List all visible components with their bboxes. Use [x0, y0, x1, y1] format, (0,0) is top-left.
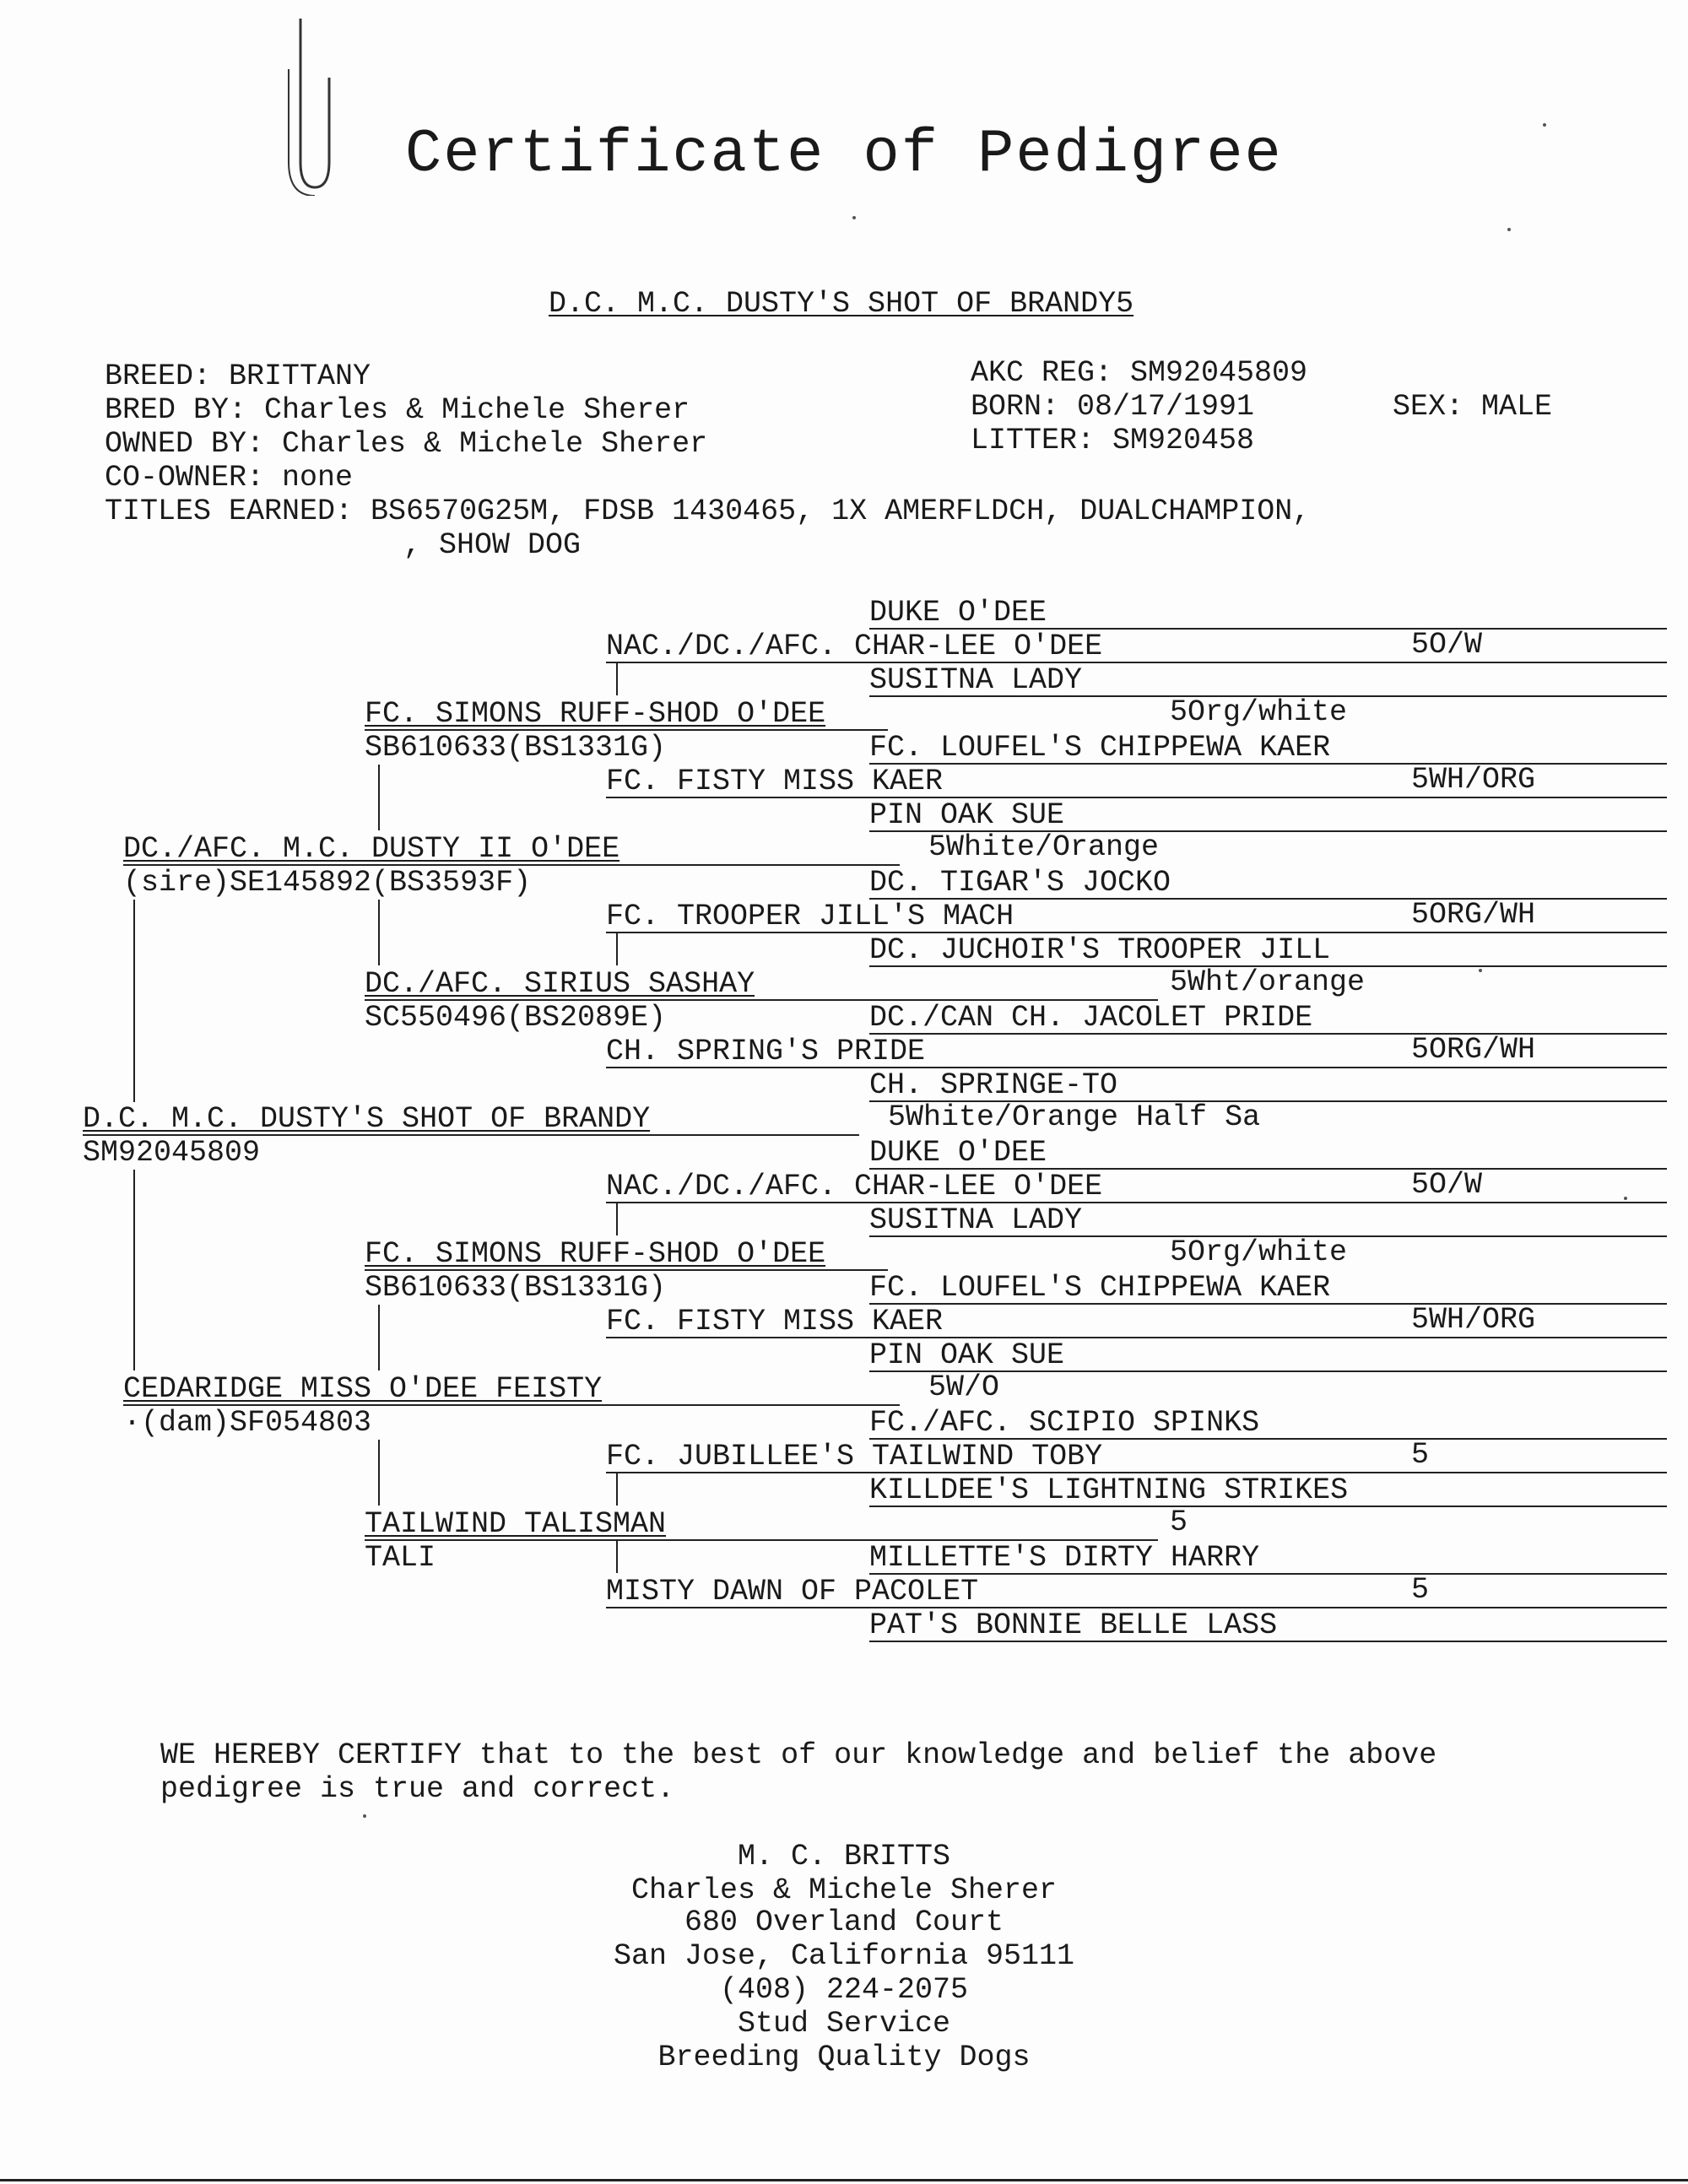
gen3-color: 5O/W — [1411, 1168, 1483, 1202]
gen3-name: CH. SPRING'S PRIDE — [606, 1035, 926, 1068]
gen4-name: FC. LOUFEL'S CHIPPEWA KAER — [869, 731, 1331, 765]
gen3-color: 5 — [1411, 1438, 1430, 1472]
sire-reg: (sire)SE145892(BS3593F) — [123, 866, 532, 900]
gen3-rule — [606, 662, 1667, 663]
gen4-rule — [869, 1506, 1667, 1507]
gen4-name: CH. SPRINGE-TO — [869, 1068, 1118, 1102]
gen3-name: FC. TROOPER JILL'S MACH — [606, 900, 1014, 933]
dam-sire-name: FC. SIMONS RUFF-SHOD O'DEE — [365, 1237, 826, 1271]
gen3-rule — [606, 797, 1667, 798]
gen4-name: SUSITNA LADY — [869, 663, 1083, 697]
gen3-name: NAC./DC./AFC. CHAR-LEE O'DEE — [606, 630, 1103, 663]
subject-reg: SM92045809 — [83, 1136, 261, 1170]
subject-color: 5White/Orange Half Sa — [888, 1100, 1261, 1134]
paper-clip-icon — [277, 19, 336, 196]
gen3-name: NAC./DC./AFC. CHAR-LEE O'DEE — [606, 1170, 1103, 1203]
sire-dam-name: DC./AFC. SIRIUS SASHAY — [365, 967, 755, 1001]
service-line: Stud Service — [737, 2007, 951, 2041]
gen3-rule — [606, 932, 1667, 933]
born-date: BORN: 08/17/1991 — [971, 390, 1255, 424]
tree-connector — [378, 1305, 380, 1370]
gen4-name: FC./AFC. SCIPIO SPINKS — [869, 1406, 1260, 1440]
dam-dam-name: TAILWIND TALISMAN — [365, 1507, 667, 1541]
gen3-rule — [606, 1607, 1667, 1608]
dam-dam-color: 5 — [1170, 1506, 1188, 1539]
dam-sire-color: 5Org/white — [1170, 1235, 1348, 1269]
gen4-rule — [869, 763, 1667, 765]
gen3-name: MISTY DAWN OF PACOLET — [606, 1575, 979, 1608]
gen4-name: DUKE O'DEE — [869, 596, 1047, 630]
sire-dam-reg: SC550496(BS2089E) — [365, 1001, 667, 1035]
gen4-name: PIN OAK SUE — [869, 1338, 1065, 1372]
sire-sire-reg: SB610633(BS1331G) — [365, 731, 667, 765]
gen4-name: PIN OAK SUE — [869, 798, 1065, 832]
co-owner: CO-OWNER: none — [105, 461, 354, 495]
kennel-name: M. C. BRITTS — [737, 1840, 951, 1873]
city-address: San Jose, California 95111 — [613, 1939, 1075, 1973]
dam-dam-reg: TALI — [365, 1541, 436, 1575]
gen4-name: MILLETTE'S DIRTY HARRY — [869, 1541, 1260, 1575]
titles-earned-cont: , SHOW DOG — [403, 528, 582, 562]
gen3-color: 5O/W — [1411, 628, 1483, 662]
scan-speck — [852, 216, 856, 219]
gen4-name: DC. JUCHOIR'S TROOPER JILL — [869, 933, 1331, 967]
tree-connector — [616, 933, 618, 965]
tree-connector — [378, 765, 380, 830]
tree-connector — [616, 1541, 618, 1573]
gen3-color: 5WH/ORG — [1411, 1303, 1536, 1337]
tree-connector — [378, 900, 380, 965]
gen4-rule — [869, 1573, 1667, 1575]
gen4-name: FC. LOUFEL'S CHIPPEWA KAER — [869, 1271, 1331, 1305]
gen4-rule — [869, 1641, 1667, 1642]
scan-speck — [363, 1814, 366, 1818]
breed: BREED: BRITTANY — [105, 359, 371, 393]
sire-sire-color: 5Org/white — [1170, 695, 1348, 729]
gen4-name: DC./CAN CH. JACOLET PRIDE — [869, 1001, 1313, 1035]
akc-reg: AKC REG: SM92045809 — [971, 356, 1308, 390]
tree-connector — [616, 663, 618, 695]
gen2-rule — [365, 1539, 1158, 1541]
certify-line-1: WE HEREBY CERTIFY that to the best of our knowledge and belief the above — [160, 1738, 1437, 1772]
gen3-rule — [606, 1472, 1667, 1473]
certify-line-2: pedigree is true and correct. — [160, 1772, 675, 1806]
scan-speck — [1479, 969, 1482, 972]
sire-sire-name: FC. SIMONS RUFF-SHOD O'DEE — [365, 697, 826, 731]
page-bottom-edge — [0, 2179, 1688, 2181]
gen4-name: SUSITNA LADY — [869, 1203, 1083, 1237]
tagline: Breeding Quality Dogs — [657, 2041, 1031, 2074]
sex: SEX: MALE — [1393, 390, 1553, 424]
gen3-color: 5ORG/WH — [1411, 1033, 1536, 1067]
page-title: Certificate of Pedigree — [405, 120, 1283, 189]
gen3-rule — [606, 1067, 1667, 1068]
gen4-name: PAT'S BONNIE BELLE LASS — [869, 1608, 1278, 1642]
street-address: 680 Overland Court — [684, 1906, 1004, 1939]
dog-title: D.C. M.C. DUSTY'S SHOT OF BRANDY5 — [549, 287, 1134, 321]
tree-connector — [616, 1203, 618, 1235]
scan-speck — [1624, 1197, 1627, 1200]
gen3-color: 5WH/ORG — [1411, 763, 1536, 797]
dam-sire-reg: SB610633(BS1331G) — [365, 1271, 667, 1305]
dam-color: 5W/O — [928, 1370, 1000, 1404]
dam-name: CEDARIDGE MISS O'DEE FEISTY — [123, 1372, 603, 1406]
gen3-rule — [606, 1337, 1667, 1338]
gen3-color: 5 — [1411, 1573, 1430, 1607]
dam-reg: ·(dam)SF054803 — [123, 1406, 372, 1440]
gen3-rule — [606, 1202, 1667, 1203]
owned-by: OWNED BY: Charles & Michele Sherer — [105, 427, 708, 461]
titles-earned: TITLES EARNED: BS6570G25M, FDSB 1430465, 1X AMERFLDCH, DUALCHAMPION, — [105, 495, 1311, 528]
tree-connector — [378, 1440, 380, 1506]
scan-speck — [1507, 228, 1511, 231]
tree-connector — [133, 1170, 135, 1370]
tree-connector — [133, 900, 135, 1102]
sire-name: DC./AFC. M.C. DUSTY II O'DEE — [123, 832, 620, 866]
litter: LITTER: SM920458 — [971, 424, 1255, 457]
gen4-name: DUKE O'DEE — [869, 1136, 1047, 1170]
sire-color: 5White/Orange — [928, 830, 1160, 864]
phone-number: (408) 224-2075 — [719, 1973, 969, 2007]
gen4-rule — [869, 1303, 1667, 1305]
bred-by: BRED BY: Charles & Michele Sherer — [105, 393, 690, 427]
scan-speck — [1543, 123, 1546, 127]
subject-name: D.C. M.C. DUSTY'S SHOT OF BRANDY — [83, 1102, 651, 1136]
gen3-name: FC. JUBILLEE'S TAILWIND TOBY — [606, 1440, 1103, 1473]
owner-names: Charles & Michele Sherer — [630, 1873, 1058, 1907]
gen4-name: DC. TIGAR'S JOCKO — [869, 866, 1171, 900]
gen4-name: KILLDEE'S LIGHTNING STRIKES — [869, 1473, 1349, 1507]
gen4-rule — [869, 1033, 1667, 1035]
gen3-color: 5ORG/WH — [1411, 898, 1536, 932]
gen3-name: FC. FISTY MISS KAER — [606, 765, 944, 798]
gen3-name: FC. FISTY MISS KAER — [606, 1305, 944, 1338]
tree-connector — [616, 1473, 618, 1506]
sire-dam-color: 5Wht/orange — [1170, 965, 1366, 999]
